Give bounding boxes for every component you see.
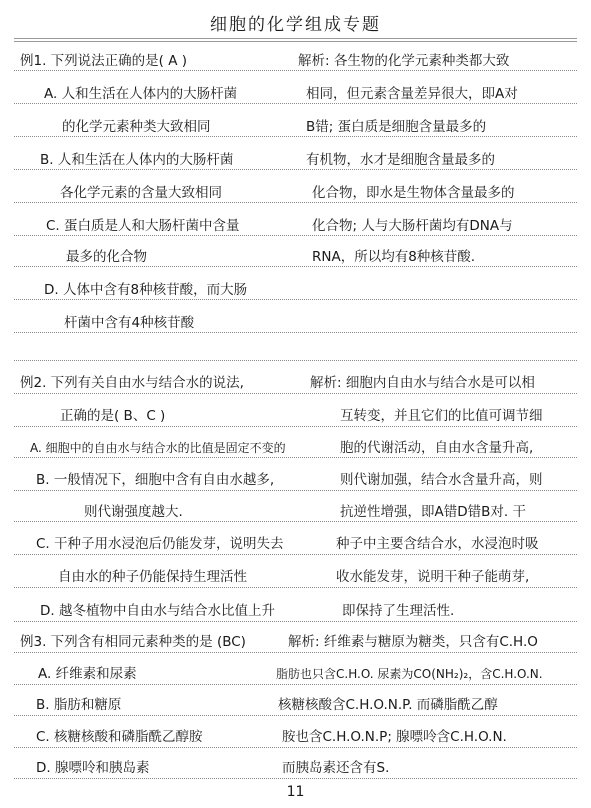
ruled-line [14,490,577,491]
example3-option-b: B. 脂肪和糖原 [36,697,122,713]
example2-option-d: D. 越冬植物中自由水与结合水比值上升 [40,603,275,619]
example2-analysis: 互转变，并且它们的比值可调节细 [340,408,543,424]
example2-option-c-cont: 自由水的种子仍能保持生理活性 [58,569,247,585]
page-number: 11 [286,784,305,800]
ruled-line [14,587,577,588]
example3-analysis: 胺也含C.H.O.N.P; 腺嘌呤含C.H.O.N. [282,729,507,745]
ruled-line [14,457,577,458]
example2-question-cont: 正确的是( B、C ) [60,408,166,424]
example3-analysis-head: 解析: 纤维素与糖原为糖类，只含有C.H.O [288,634,538,650]
ruled-line [14,136,577,137]
example3-option-d: D. 腺嘌呤和胰岛素 [36,760,150,776]
example3-analysis: 而胰岛素还含有S. [282,760,390,776]
example2-analysis: 即保持了生理活性. [342,603,455,619]
page-title: 细胞的化学组成专题 [210,15,381,35]
ruled-line [14,235,577,236]
ruled-line [14,38,577,39]
ruled-line [14,652,577,653]
example1-option-b-cont: 各化学元素的含量大致相同 [60,185,222,201]
example3-question: 例3. 下列含有相同元素种类的是 (BC) [20,634,246,650]
example1-option-a: A. 人和生活在人体内的大肠杆菌 [44,86,238,102]
example3-option-a: A. 纤维素和尿素 [38,666,137,682]
example1-analysis: 有机物，水才是细胞含量最多的 [306,152,495,168]
example3-analysis: 核糖核酸含C.H.O.N.P. 而磷脂酰乙醇 [278,697,498,713]
ruled-line [14,266,577,267]
ruled-line [14,747,577,748]
example2-analysis: 收水能发芽，说明干种子能萌芽, [336,569,530,585]
ruled-line [14,715,577,716]
ruled-line [14,169,577,170]
example1-option-d: D. 人体中含有8种核苷酸，而大肠 [44,282,248,298]
ruled-line [14,554,577,555]
example2-analysis: 胞的代谢活动，自由水含量升高, [340,440,534,456]
example1-analysis: 相同，但元素含量差异很大，即A对 [306,86,518,102]
example1-question: 例1. 下列说法正确的是( A ) [20,53,188,69]
example1-option-c: C. 蛋白质是人和大肠杆菌中含量 [46,218,240,234]
example2-question: 例2. 下列有关自由水与结合水的说法, [20,375,244,391]
example2-option-a: A. 细胞中的自由水与结合水的比值是固定不变的 [30,441,286,455]
example2-option-b: B. 一般情况下，细胞中含有自由水越多, [36,472,275,488]
example1-option-c-cont: 最多的化合物 [66,249,147,265]
example1-analysis: B错; 蛋白质是细胞含量最多的 [306,119,487,135]
ruled-line [14,103,577,104]
ruled-line [14,299,577,300]
example2-option-b-cont: 则代谢强度越大. [84,504,183,520]
ruled-line [14,332,577,333]
example3-option-c: C. 核糖核酸和磷脂酰乙醇胺 [36,729,203,745]
ruled-line [14,360,577,361]
ruled-line [14,70,577,71]
ruled-line [14,41,577,42]
example2-option-c: C. 干种子用水浸泡后仍能发芽，说明失去 [36,536,284,552]
example1-analysis: 化合物; 人与大肠杆菌均有DNA与 [312,218,513,234]
example3-analysis: 脂肪也只含C.H.O. 尿素为CO(NH₂)₂，含C.H.O.N. [276,667,543,681]
ruled-line [14,778,577,779]
example1-analysis: 解析: 各生物的化学元素种类都大致 [298,53,510,69]
example1-option-d-cont: 杆菌中含有4种核苷酸 [64,315,195,331]
example2-analysis: 抗逆性增强，即A错D错B对. 干 [340,504,526,520]
example1-analysis: 化合物，即水是生物体含量最多的 [312,185,515,201]
example2-analysis: 则代谢加强，结合水含量升高，则 [340,472,543,488]
ruled-line [14,426,577,427]
example1-option-a-cont: 的化学元素种类大致相同 [62,119,211,135]
ruled-line [14,521,577,522]
ruled-line [14,684,577,685]
example1-option-b: B. 人和生活在人体内的大肠杆菌 [40,152,234,168]
ruled-line [14,393,577,394]
ruled-line [14,621,577,622]
example1-analysis: RNA，所以均有8种核苷酸. [312,249,476,265]
example2-analysis: 种子中主要含结合水，水浸泡时吸 [336,536,539,552]
example2-analysis: 解析: 细胞内自由水与结合水是可以相 [310,375,535,391]
ruled-line [14,202,577,203]
